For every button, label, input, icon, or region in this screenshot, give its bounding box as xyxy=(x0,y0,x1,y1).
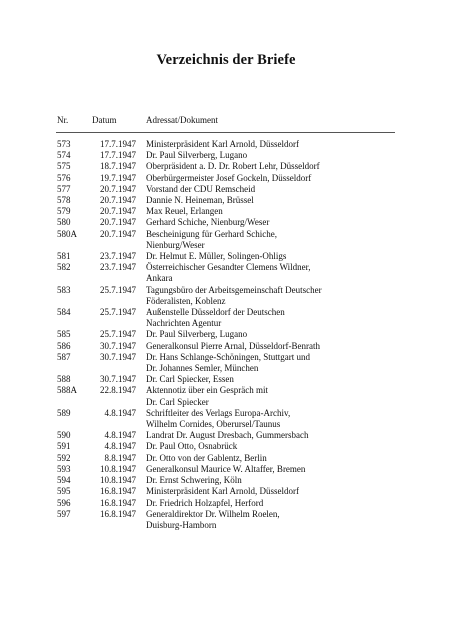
letter-date: 20.7.1947 xyxy=(100,217,136,228)
letter-number: 583 xyxy=(57,284,71,295)
list-item xyxy=(0,430,452,441)
letter-addressee xyxy=(146,464,406,475)
addressee-line: Ankara xyxy=(146,273,173,284)
addressee-line: Oberpräsident a. D. Dr. Robert Lehr, Düsseldorf xyxy=(146,161,320,172)
addressee-line: Generalkonsul Pierre Arnal, Düsseldorf-Benrath xyxy=(146,340,320,351)
letter-number: 579 xyxy=(57,206,71,217)
letter-addressee xyxy=(146,262,406,284)
column-header-datum: Datum xyxy=(92,115,117,125)
letter-addressee xyxy=(146,285,406,307)
addressee-line: Oberbürgermeister Josef Gockeln, Düsseldorf xyxy=(146,172,312,183)
list-item xyxy=(0,229,452,251)
letter-number: 574 xyxy=(57,150,71,161)
list-item xyxy=(0,262,452,284)
addressee-line: Dr. Helmut E. Müller, Solingen-Ohligs xyxy=(146,251,287,262)
letter-addressee xyxy=(146,341,406,352)
addressee-line: Ministerpräsident Karl Arnold, Düsseldorf xyxy=(146,139,299,149)
addressee-line: Duisburg-Hamborn xyxy=(146,519,217,530)
letter-number: 582 xyxy=(57,262,71,273)
letter-addressee xyxy=(146,206,406,217)
letter-date: 30.7.1947 xyxy=(100,351,136,362)
letter-date: 30.7.1947 xyxy=(100,374,136,385)
list-item xyxy=(0,206,452,217)
letter-number: 585 xyxy=(57,329,71,340)
letter-addressee xyxy=(146,307,406,329)
addressee-line: Dr. Carl Spiecker xyxy=(146,396,209,407)
letter-addressee xyxy=(146,329,406,340)
addressee-line: Generalkonsul Maurice W. Altaffer, Bremen xyxy=(146,463,306,474)
list-item xyxy=(0,374,452,385)
letter-date: 10.8.1947 xyxy=(100,475,136,486)
addressee-line: Dr. Paul Silverberg, Lugano xyxy=(146,329,248,340)
letter-date: 4.8.1947 xyxy=(104,441,136,452)
letter-date: 16.8.1947 xyxy=(100,508,136,519)
letter-addressee xyxy=(146,251,406,262)
list-item xyxy=(0,498,452,509)
addressee-line: Dr. Ernst Schwering, Köln xyxy=(146,475,242,486)
letter-number: 588A xyxy=(57,385,77,396)
addressee-line: Föderalisten, Koblenz xyxy=(146,295,226,306)
letter-date: 19.7.1947 xyxy=(100,172,136,183)
list-item xyxy=(0,173,452,184)
addressee-line: Ministerpräsident Karl Arnold, Düsseldorf xyxy=(146,486,299,497)
letter-number: 589 xyxy=(57,407,71,418)
list-item xyxy=(0,139,452,150)
letter-number: 575 xyxy=(57,161,71,172)
letter-date: 10.8.1947 xyxy=(100,463,136,474)
letter-addressee xyxy=(146,229,406,251)
letter-addressee xyxy=(146,161,406,172)
list-item xyxy=(0,486,452,497)
addressee-line: Außenstelle Düsseldorf der Deutschen xyxy=(146,307,285,318)
letter-date: 17.7.1947 xyxy=(100,150,136,161)
addressee-line: Dr. Friedrich Holzapfel, Herford xyxy=(146,497,264,508)
column-header-adressat: Adressat/Dokument xyxy=(146,115,218,125)
addressee-line: Gerhard Schiche, Nienburg/Weser xyxy=(146,217,270,228)
list-item xyxy=(0,453,452,464)
list-item xyxy=(0,341,452,352)
addressee-line: Dr. Otto von der Gablentz, Berlin xyxy=(146,452,267,463)
letter-date: 18.7.1947 xyxy=(100,161,136,172)
list-item xyxy=(0,150,452,161)
letter-date: 20.7.1947 xyxy=(100,195,136,206)
letter-addressee xyxy=(146,374,406,385)
letter-addressee xyxy=(146,217,406,228)
list-item xyxy=(0,475,452,486)
letter-date: 4.8.1947 xyxy=(104,430,136,441)
letter-number: 593 xyxy=(57,463,71,474)
letter-number: 578 xyxy=(57,195,71,206)
letter-addressee xyxy=(146,475,406,486)
letter-number: 576 xyxy=(57,172,71,183)
list-item xyxy=(0,285,452,307)
addressee-line: Nienburg/Weser xyxy=(146,239,205,250)
list-item xyxy=(0,307,452,329)
list-item xyxy=(0,195,452,206)
list-item xyxy=(0,464,452,475)
list-item xyxy=(0,217,452,228)
letter-addressee xyxy=(146,139,406,150)
page-title: Verzeichnis der Briefe xyxy=(156,52,296,68)
letter-addressee xyxy=(146,150,406,161)
letter-number: 590 xyxy=(57,430,71,441)
letter-date: 23.7.1947 xyxy=(100,262,136,273)
letter-number: 597 xyxy=(57,508,71,519)
letter-number: 577 xyxy=(57,183,71,194)
letter-addressee xyxy=(146,498,406,509)
letter-date: 8.8.1947 xyxy=(104,452,136,463)
addressee-line: Dr. Johannes Semler, München xyxy=(146,363,259,374)
letter-number: 580A xyxy=(57,228,77,239)
list-item xyxy=(0,385,452,407)
letter-addressee xyxy=(146,195,406,206)
letter-date: 4.8.1947 xyxy=(104,407,136,418)
letter-date: 30.7.1947 xyxy=(100,340,136,351)
list-item xyxy=(0,184,452,195)
letter-date: 17.7.1947 xyxy=(100,139,136,149)
letter-number: 588 xyxy=(57,374,71,385)
addressee-line: Nachrichten Agentur xyxy=(146,318,222,329)
addressee-line: Landrat Dr. August Dresbach, Gummersbach xyxy=(146,430,309,441)
addressee-line: Dannie N. Heineman, Brüssel xyxy=(146,195,254,206)
letter-addressee xyxy=(146,173,406,184)
letter-date: 23.7.1947 xyxy=(100,251,136,262)
letter-addressee xyxy=(146,408,406,430)
letter-date: 25.7.1947 xyxy=(100,329,136,340)
letter-number: 591 xyxy=(57,441,71,452)
list-item xyxy=(0,161,452,172)
letter-addressee xyxy=(146,441,406,452)
addressee-line: Vorstand der CDU Remscheid xyxy=(146,183,256,194)
addressee-line: Dr. Hans Schlange-Schöningen, Stuttgart und xyxy=(146,351,310,362)
letter-list xyxy=(0,139,452,531)
letter-date: 22.8.1947 xyxy=(100,385,136,396)
addressee-line: Bescheinigung für Gerhard Schiche, xyxy=(146,228,277,239)
letter-number: 586 xyxy=(57,340,71,351)
letter-date: 16.8.1947 xyxy=(100,486,136,497)
letter-addressee xyxy=(146,453,406,464)
letter-number: 594 xyxy=(57,475,71,486)
letter-addressee xyxy=(146,509,406,531)
letter-date: 25.7.1947 xyxy=(100,307,136,318)
letter-date: 16.8.1947 xyxy=(100,497,136,508)
letter-number: 596 xyxy=(57,497,71,508)
letter-number: 580 xyxy=(57,217,71,228)
letter-number: 581 xyxy=(57,251,71,262)
addressee-line: Dr. Carl Spiecker, Essen xyxy=(146,374,234,385)
letter-addressee xyxy=(146,184,406,195)
list-item xyxy=(0,352,452,374)
table-header xyxy=(0,115,452,127)
column-header-nr: Nr. xyxy=(57,115,69,125)
addressee-line: Dr. Paul Silverberg, Lugano xyxy=(146,150,248,161)
addressee-line: Österreichischer Gesandter Clemens Wildner, xyxy=(146,262,311,273)
letter-addressee xyxy=(146,352,406,374)
addressee-line: Schriftleiter des Verlags Europa-Archiv, xyxy=(146,407,291,418)
letter-date: 20.7.1947 xyxy=(100,183,136,194)
list-item xyxy=(0,509,452,531)
letter-addressee xyxy=(146,385,406,407)
letter-number: 592 xyxy=(57,452,71,463)
addressee-line: Dr. Paul Otto, Osnabrück xyxy=(146,441,238,452)
addressee-line: Wilhelm Cornides, Oberursel/Taunus xyxy=(146,419,281,430)
addressee-line: Tagungsbüro der Arbeitsgemeinschaft Deutscher xyxy=(146,284,322,295)
letter-number: 584 xyxy=(57,307,71,318)
list-item xyxy=(0,251,452,262)
letter-number: 595 xyxy=(57,486,71,497)
letter-number: 587 xyxy=(57,351,71,362)
addressee-line: Generaldirektor Dr. Wilhelm Roelen, xyxy=(146,508,280,519)
header-divider xyxy=(56,132,395,133)
letter-number: 573 xyxy=(57,139,71,149)
letter-addressee xyxy=(146,430,406,441)
list-item xyxy=(0,408,452,430)
addressee-line: Max Reuel, Erlangen xyxy=(146,206,223,217)
letter-date: 20.7.1947 xyxy=(100,228,136,239)
letter-addressee xyxy=(146,486,406,497)
list-item xyxy=(0,441,452,452)
letter-date: 25.7.1947 xyxy=(100,284,136,295)
list-item xyxy=(0,329,452,340)
letter-date: 20.7.1947 xyxy=(100,206,136,217)
addressee-line: Aktennotiz über ein Gespräch mit xyxy=(146,385,268,396)
